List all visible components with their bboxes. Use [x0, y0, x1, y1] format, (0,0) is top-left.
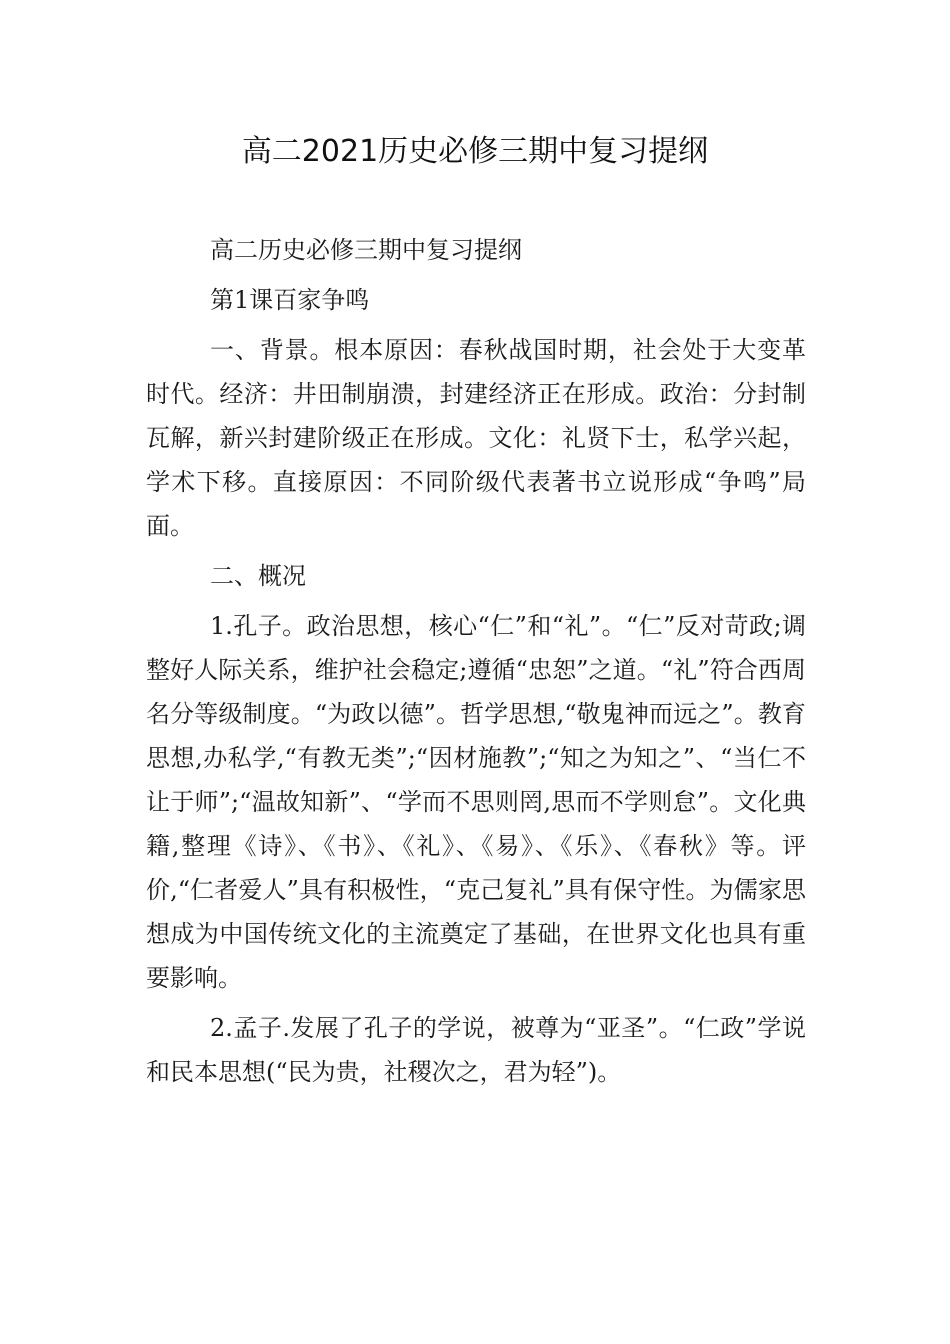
background-paragraph: 一、背景。根本原因：春秋战国时期，社会处于大变革时代。经济：井田制崩溃，封建经济正在形成。政治：分封制瓦解，新兴封建阶级正在形成。文化：礼贤下士，私学兴起，学术下移。直接原因：不同阶级代表著书立说形成“争鸣”局面。: [146, 336, 806, 540]
overview-heading: 二、概况: [210, 562, 306, 590]
document-title: 高二2021历史必修三期中复习提纲: [241, 134, 709, 169]
document-body: [146, 228, 806, 1100]
subtitle-paragraph: 高二历史必修三期中复习提纲: [210, 236, 522, 264]
mencius-paragraph: 2.孟子.发展了孔子的学说，被尊为“亚圣”。“仁政”学说和民本思想(“民为贵，社稷次之，君为轻”)。: [146, 1014, 806, 1086]
lesson-heading: 第1课百家争鸣: [210, 286, 370, 314]
confucius-paragraph: 1.孔子。政治思想，核心“仁”和“礼”。“仁”反对苛政;调整好人际关系，维护社会稳定;遵循“忠恕”之道。“礼”符合西周名分等级制度。“为政以德”。哲学思想,“敬鬼神而远之”。教育思想,办私学,“有教无类”;“因材施教”;“知之为知之”、“当仁不让于师”;“温故知新”、“学而不思则罔,思而不学则怠”。文化典籍,整理《诗》、《书》、《礼》、《易》、《乐》、《春秋》等。评价,“仁者爱人”具有积极性，“克己复礼”具有保守性。为儒家思想成为中国传统文化的主流奠定了基础，在世界文化也具有重要影响。: [146, 612, 806, 992]
